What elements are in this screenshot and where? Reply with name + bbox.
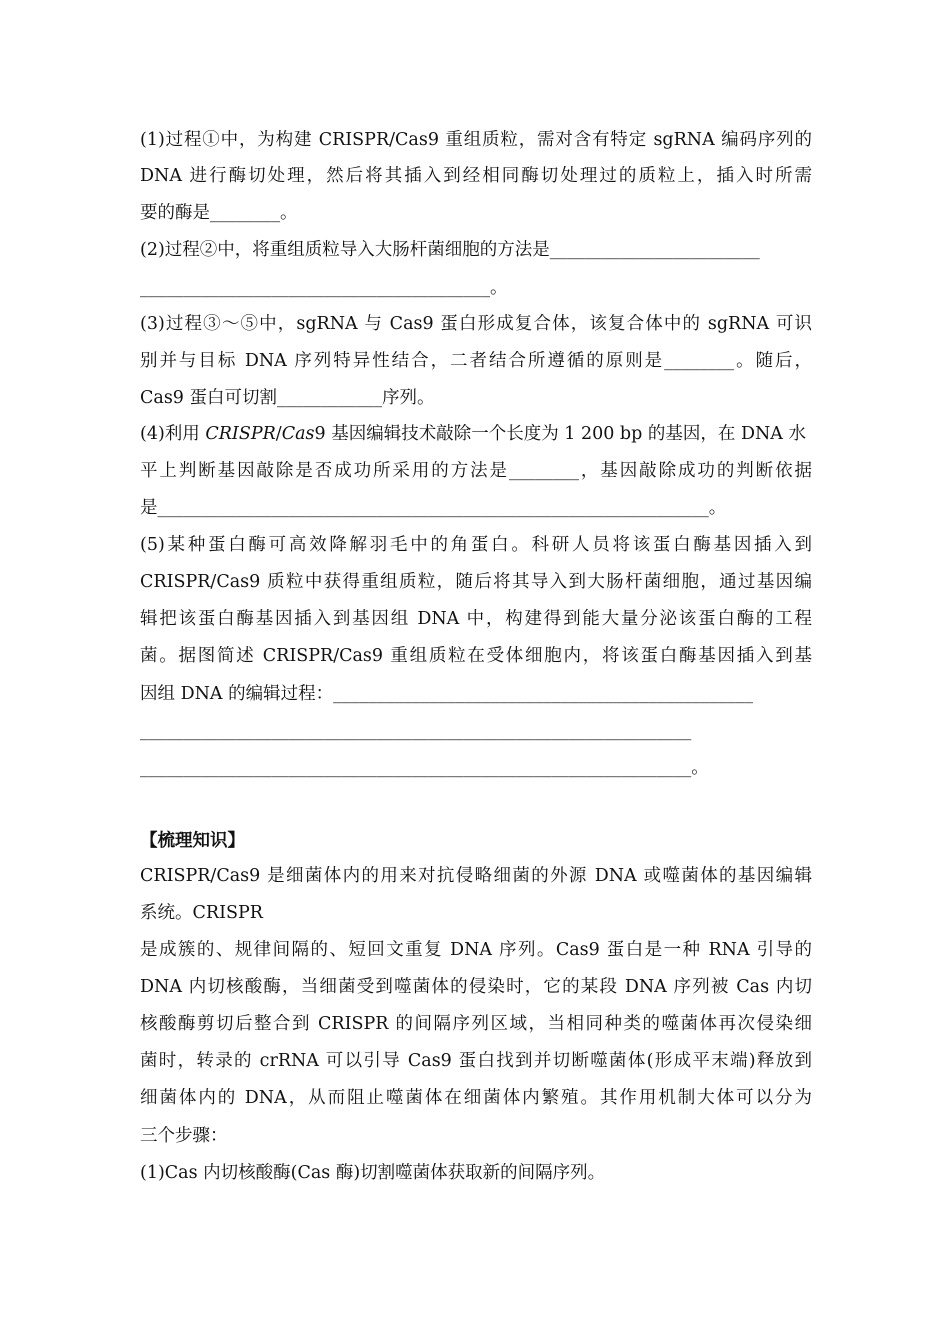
knowledge-line-2: 系统。CRISPR <box>140 903 263 923</box>
q5-line-2: CRISPR/Cas9 质粒中获得重组质粒，随后将其导入到大肠杆菌细胞，通过基因编 <box>140 572 812 592</box>
q4-line-1 <box>140 422 806 446</box>
q5-line-5: 因组 DNA 的编辑过程：________________________________________________ <box>140 684 754 704</box>
q2-line-2: ________________________________________。 <box>140 278 508 298</box>
knowledge-line-5: 核酸酶剪切后整合到 CRISPR 的间隔序列区域，当相同种类的噬菌体再次侵染细 <box>140 1014 812 1034</box>
q4-rest: 9 基因编辑技术敲除一个长度为 1 200 bp 的基因，在 DNA 水 <box>314 424 806 444</box>
knowledge-line-1: CRISPR/Cas9 是细菌体内的用来对抗侵略细菌的外源 DNA 或噬菌体的基因编辑 <box>140 866 812 886</box>
q4-prefix: (4)利用 <box>140 424 206 444</box>
q1-line-3: 要的酶是________。 <box>140 203 298 223</box>
knowledge-line-9: (1)Cas 内切核酸酶(Cas 酶)切割噬菌体获取新的间隔序列。 <box>140 1163 606 1183</box>
q4-line-2: 平上判断基因敲除是否成功所采用的方法是________，基因敲除成功的判断依据 <box>140 461 812 481</box>
q4-cas-italic: Cas <box>281 424 315 444</box>
q1-line-2: DNA 进行酶切处理，然后将其插入到经相同酶切处理过的质粒上，插入时所需 <box>140 166 812 186</box>
q5-line-1: (5)某种蛋白酶可高效降解羽毛中的角蛋白。科研人员将该蛋白酶基因插入到 <box>140 535 812 555</box>
q5-line-6: _______________________________________________________________ <box>140 721 692 741</box>
q2-line-1: (2)过程②中，将重组质粒导入大肠杆菌细胞的方法是________________________ <box>140 240 760 260</box>
q5-line-4: 菌。据图简述 CRISPR/Cas9 重组质粒在受体细胞内，将该蛋白酶基因插入到基 <box>140 646 812 666</box>
q4-crispr-italic: CRISPR <box>205 424 276 444</box>
knowledge-line-7: 细菌体内的 DNA，从而阻止噬菌体在细菌体内繁殖。其作用机制大体可以分为 <box>140 1088 812 1108</box>
q5-line-7: _______________________________________________________________。 <box>140 758 709 778</box>
knowledge-line-8: 三个步骤： <box>140 1126 228 1146</box>
q4-line-3: 是_______________________________________________________________。 <box>140 498 727 518</box>
q4-slash: / <box>275 424 282 444</box>
q1-line-1: (1)过程①中，为构建 CRISPR/Cas9 重组质粒，需对含有特定 sgRNA 编码序列的 <box>140 130 812 150</box>
knowledge-line-6: 菌时，转录的 crRNA 可以引导 Cas9 蛋白找到并切断噬菌体(形成平末端)释放到 <box>140 1051 812 1071</box>
knowledge-line-3: 是成簇的、规律间隔的、短回文重复 DNA 序列。Cas9 蛋白是一种 RNA 引导的 <box>140 940 812 960</box>
knowledge-heading: 【梳理知识】 <box>140 831 245 851</box>
q5-line-3: 辑把该蛋白酶基因插入到基因组 DNA 中，构建得到能大量分泌该蛋白酶的工程 <box>140 609 812 629</box>
q3-line-1: (3)过程③～⑤中，sgRNA 与 Cas9 蛋白形成复合体，该复合体中的 sgRNA 可识 <box>140 314 812 334</box>
q3-line-2: 别并与目标 DNA 序列特异性结合，二者结合所遵循的原则是________。随后， <box>140 351 812 371</box>
knowledge-line-4: DNA 内切核酸酶，当细菌受到噬菌体的侵染时，它的某段 DNA 序列被 Cas 内切 <box>140 977 812 997</box>
q3-line-3: Cas9 蛋白可切割____________序列。 <box>140 388 435 408</box>
